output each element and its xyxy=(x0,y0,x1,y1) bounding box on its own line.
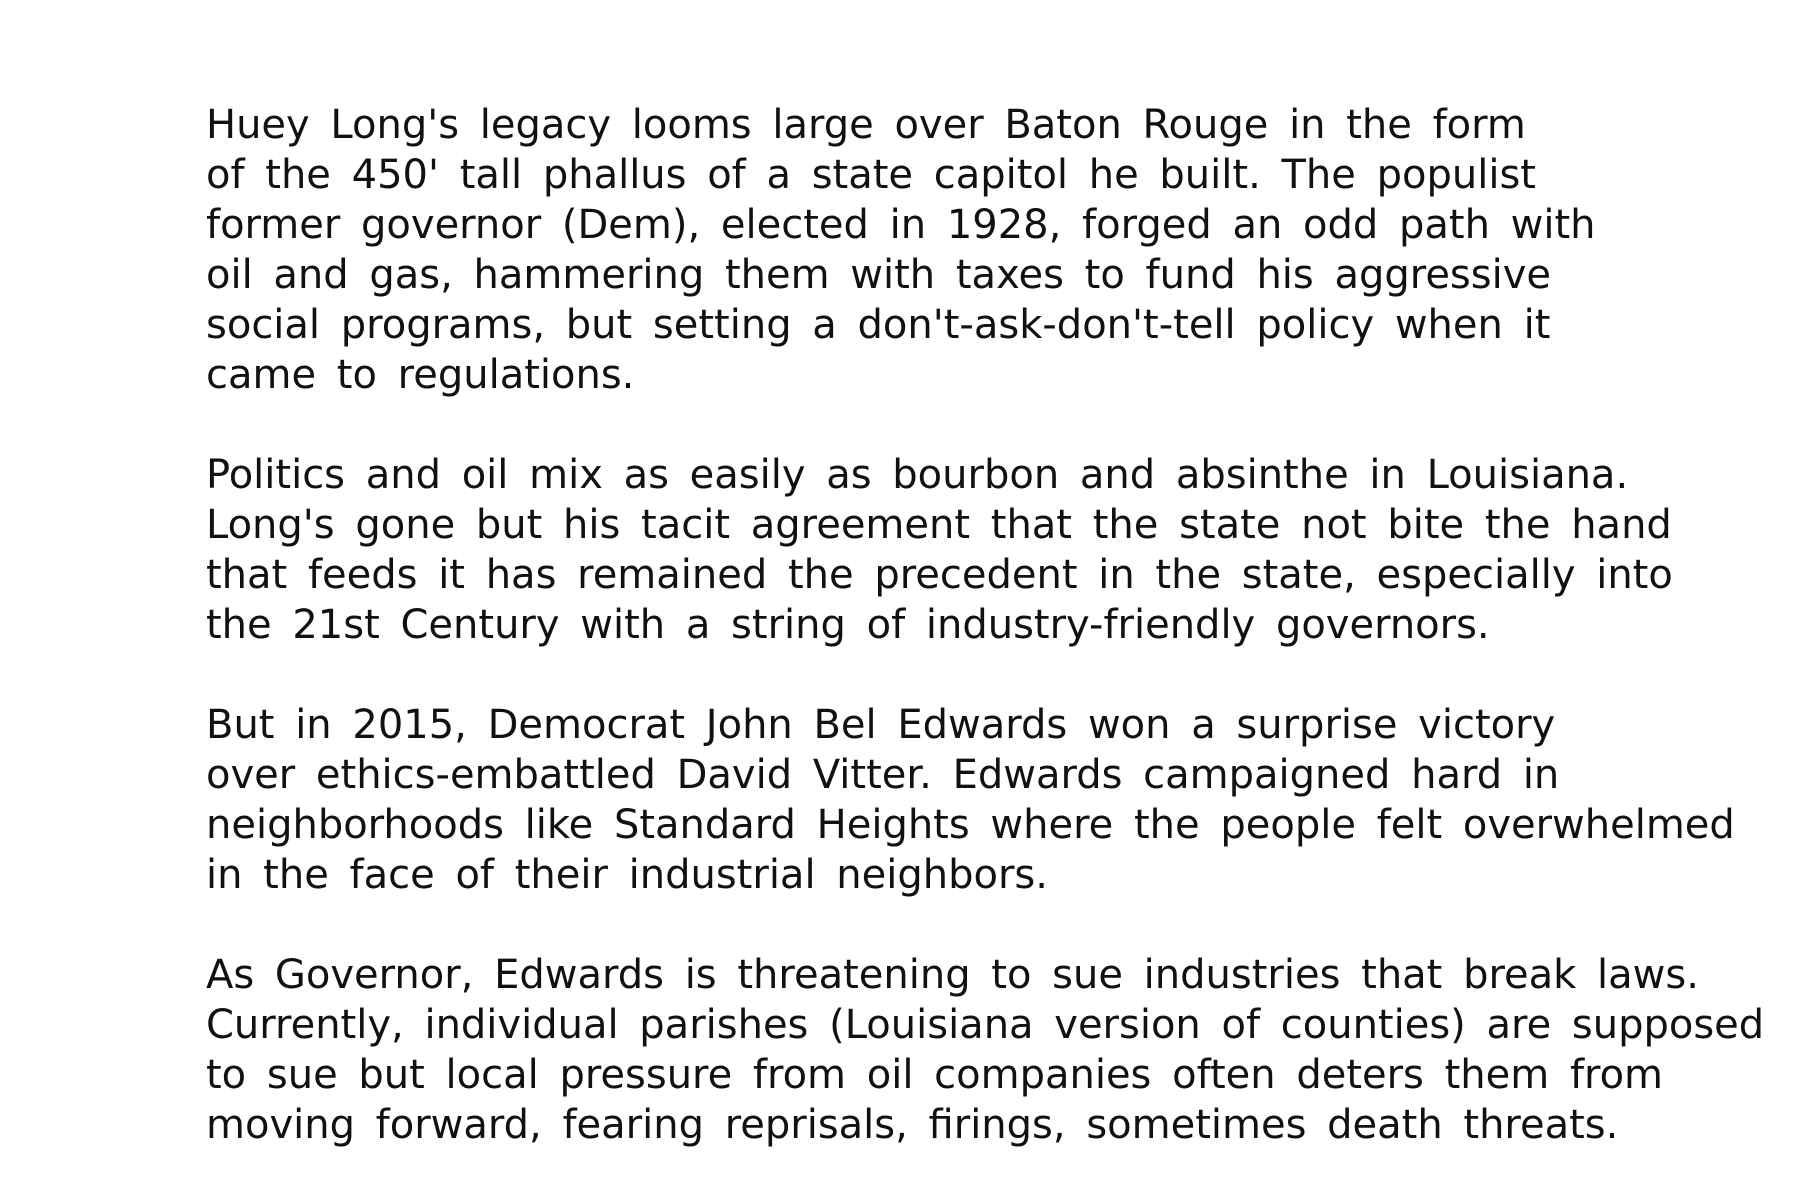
text-line: of the 450' tall phallus of a state capitol he built. The populist xyxy=(206,152,1536,198)
text-line: came to regulations. xyxy=(206,352,635,398)
text-line: to sue but local pressure from oil companies often deters them from xyxy=(206,1052,1664,1098)
paragraph-3 xyxy=(206,700,1766,900)
text-line: Huey Long's legacy looms large over Baton Rouge in the form xyxy=(206,102,1526,148)
text-line: the 21st Century with a string of industry-friendly governors. xyxy=(206,602,1490,648)
text-line: former governor (Dem), elected in 1928, forged an odd path with xyxy=(206,202,1596,248)
text-line: in the face of their industrial neighbors. xyxy=(206,852,1048,898)
paragraph-1 xyxy=(206,100,1766,400)
text-line: over ethics-embattled David Vitter. Edwards campaigned hard in xyxy=(206,752,1560,798)
paragraph-2 xyxy=(206,450,1766,650)
text-line: Currently, individual parishes (Louisiana version of counties) are supposed xyxy=(206,1002,1765,1048)
text-line: Long's gone but his tacit agreement that the state not bite the hand xyxy=(206,502,1672,548)
text-line: As Governor, Edwards is threatening to sue industries that break laws. xyxy=(206,952,1699,998)
text-line: that feeds it has remained the precedent in the state, especially into xyxy=(206,552,1673,598)
text-line: moving forward, fearing reprisals, firings, sometimes death threats. xyxy=(206,1102,1619,1148)
text-line: But in 2015, Democrat John Bel Edwards won a surprise victory xyxy=(206,702,1556,748)
paragraph-4 xyxy=(206,950,1766,1150)
text-line: oil and gas, hammering them with taxes to fund his aggressive xyxy=(206,252,1551,298)
text-line: social programs, but setting a don't-ask-don't-tell policy when it xyxy=(206,302,1551,348)
text-line: Politics and oil mix as easily as bourbon and absinthe in Louisiana. xyxy=(206,452,1629,498)
document-body xyxy=(206,100,1766,1200)
text-line: neighborhoods like Standard Heights where the people felt overwhelmed xyxy=(206,802,1735,848)
